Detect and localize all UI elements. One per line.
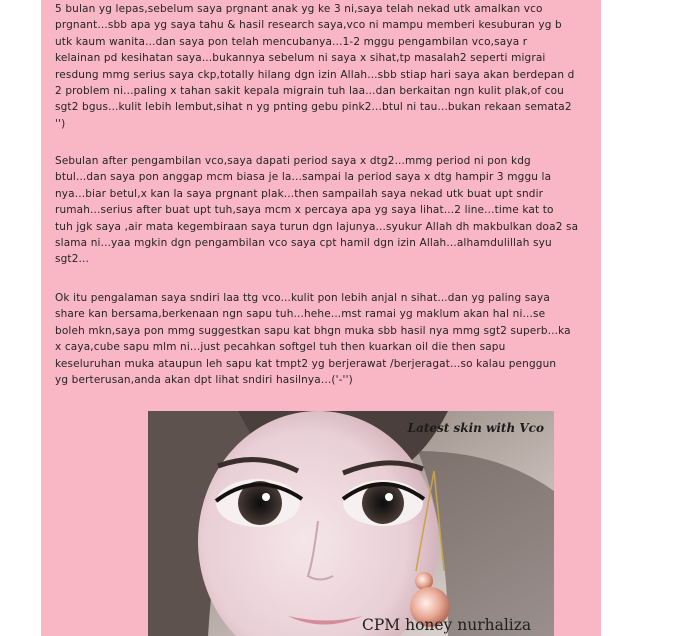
text-line: Ok itu pengalaman saya sndiri laa ttg vco...kulit pon lebih anjal n sihat...dan yg paling saya [55,292,550,304]
text-line: nya...biar betul,x kan la saya prgnant plak...then sampailah saya nekad utk buat upt sndir [55,187,544,200]
photo-caption-bottom: CPM honey nurhaliza [362,616,532,634]
text-line: 5 bulan yg lepas,sebelum saya prgnant anak yg ke 3 ni,saya telah nekad utk amalkan vco [55,3,543,15]
text-line: boleh mkn,saya pon mmg suggestkan sapu kat bhgn muka sbb hasil nya mmg sgt2 superb...ka [55,324,571,337]
text-line: prgnant...sbb apa yg saya tahu & hasil research saya,vco ni mampu memberi kesuburan yg b [55,19,562,32]
text-line: Sebulan after pengambilan vco,saya dapati period saya x dtg2...mmg period ni pon kdg [55,155,531,167]
text-line: x caya,cube sapu mlm ni...just pecahkan softgel tuh then kuarkan oil die then sapu [55,341,506,354]
text-line: utk kaum wanita...dan saya pon telah mencubanya...1-2 mggu pengambilan vco,saya r [55,35,528,48]
text-line: share kan bersama,berkenaan ngn sapu tuh...hehe...mst ramai yg maklum akan hal ni...se [55,308,546,321]
paragraph-3 [55,290,601,388]
text-line: sgt2 bgus...kulit lebih lembut,sihat n yg pnting gebu pink2...btul ni tau...bukan rekaan semata2 [55,101,572,114]
text-line: keseluruhan muka ataupun leh sapu kat tmpt2 yg berjerawat /berjeragat...so kalau penggun [55,357,557,370]
text-line: slama ni...yaa mgkin dgn pengambilan vco saya cpt hamil dgn izin Allah...alhamdulillah syu [55,237,552,250]
text-line: '') [55,117,66,130]
text-line: resdung mmg serius saya ckp,totally hilang dgn izin Allah...sbb stiap hari saya akan berdepan d [55,68,575,81]
text-line: btul...dan saya pon anggap mcm biasa je la...sampai la period saya x dtg hampir 3 mggu la [55,171,552,184]
text-line: tuh jgk saya ,air mata kegembiraan saya turun dgn lajunya...syukur Allah dh makbulkan doa2 sa [55,220,579,233]
paragraph-1 [55,1,601,132]
paragraph-2 [55,153,601,268]
portrait-photo [148,411,554,636]
text-line: 2 problem ni...paling x tahan sakit kepala migrain tuh laa...dan berkaitan ngn kulit plak,of cou [55,85,564,98]
text-line: sgt2... [55,253,89,266]
portrait-illustration [148,411,554,636]
text-line: kelainan pd kesihatan saya...bukannya sebelum ni saya x sihat,tp masalah2 seperti migrai [55,52,546,65]
text-line: yg berterusan,anda akan dpt lihat sndiri hasilnya...('-'') [55,374,353,387]
text-line: rumah...serius after buat upt tuh,saya mcm x percaya apa yg saya lihat...2 line...time kat to [55,204,554,217]
photo-caption-top: Latest skin with Vco [407,421,544,435]
